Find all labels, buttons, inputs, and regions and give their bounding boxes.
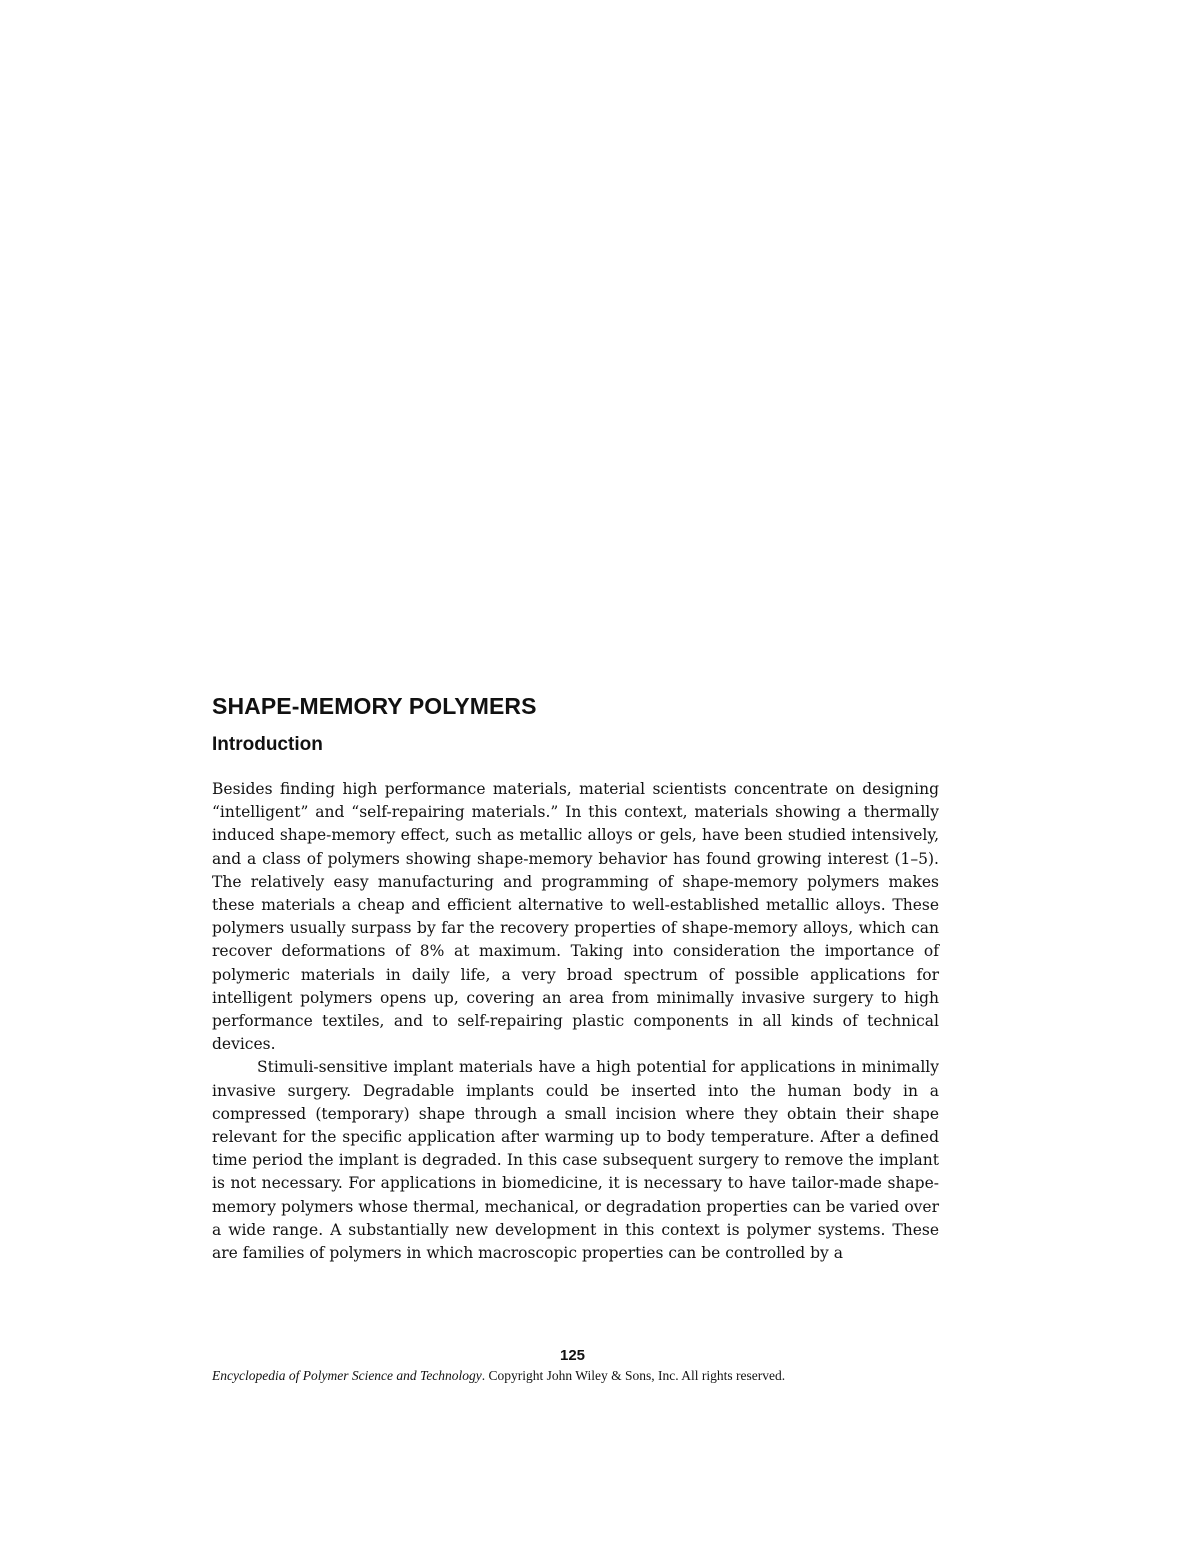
copyright-footer [212, 1367, 942, 1385]
section-heading: Introduction [212, 734, 323, 755]
paragraph: Besides finding high performance materials, material scientists concentrate on designing “intelligent” and “self-repairing materials.” In this context, materials showing a thermally induced shape-memory effect, such as metallic alloys or gels, have been studied intensively, and a class of polymers showing shape-memory behavior has found growing interest (1–5). The relatively easy manufacturing and programming of shape-memory polymers makes these materials a cheap and efficient alternative to well-established metallic alloys. These polymers usually surpass by far the recovery properties of shape-memory alloys, which can recover deformations of 8% at maximum. Taking into consideration the importance of polymeric materials in daily life, a very broad spectrum of possible applications for intelligent polymers opens up, covering an area from minimally invasive surgery to high performance textiles, and to self-repairing plastic components in all kinds of technical devices. [212, 780, 939, 1054]
publication-title: Encyclopedia of Polymer Science and Technology [212, 1368, 482, 1383]
page-number: 125 [559, 1347, 586, 1364]
paragraph: Stimuli-sensitive implant materials have a high potential for applications in minimally invasive surgery. Degradable implants could be inserted into the human body in a compressed (temporary) shape through a small incision where they obtain their shape relevant for the specific application after warming up to body temperature. After a defined time period the implant is degraded. In this case subsequent surgery to remove the implant is not necessary. For applications in biomedicine, it is necessary to have tailor-made shape-memory polymers whose thermal, mechanical, or degradation properties can be varied over a wide range. A substantially new development in this context is polymer systems. These are families of polymers in which macroscopic properties can be controlled by a [212, 1058, 939, 1263]
article [212, 690, 939, 1265]
copyright-notice: . Copyright John Wiley & Sons, Inc. All rights reserved. [481, 1368, 786, 1383]
article-title: SHAPE-MEMORY POLYMERS [212, 693, 537, 719]
article-body [212, 778, 939, 1265]
